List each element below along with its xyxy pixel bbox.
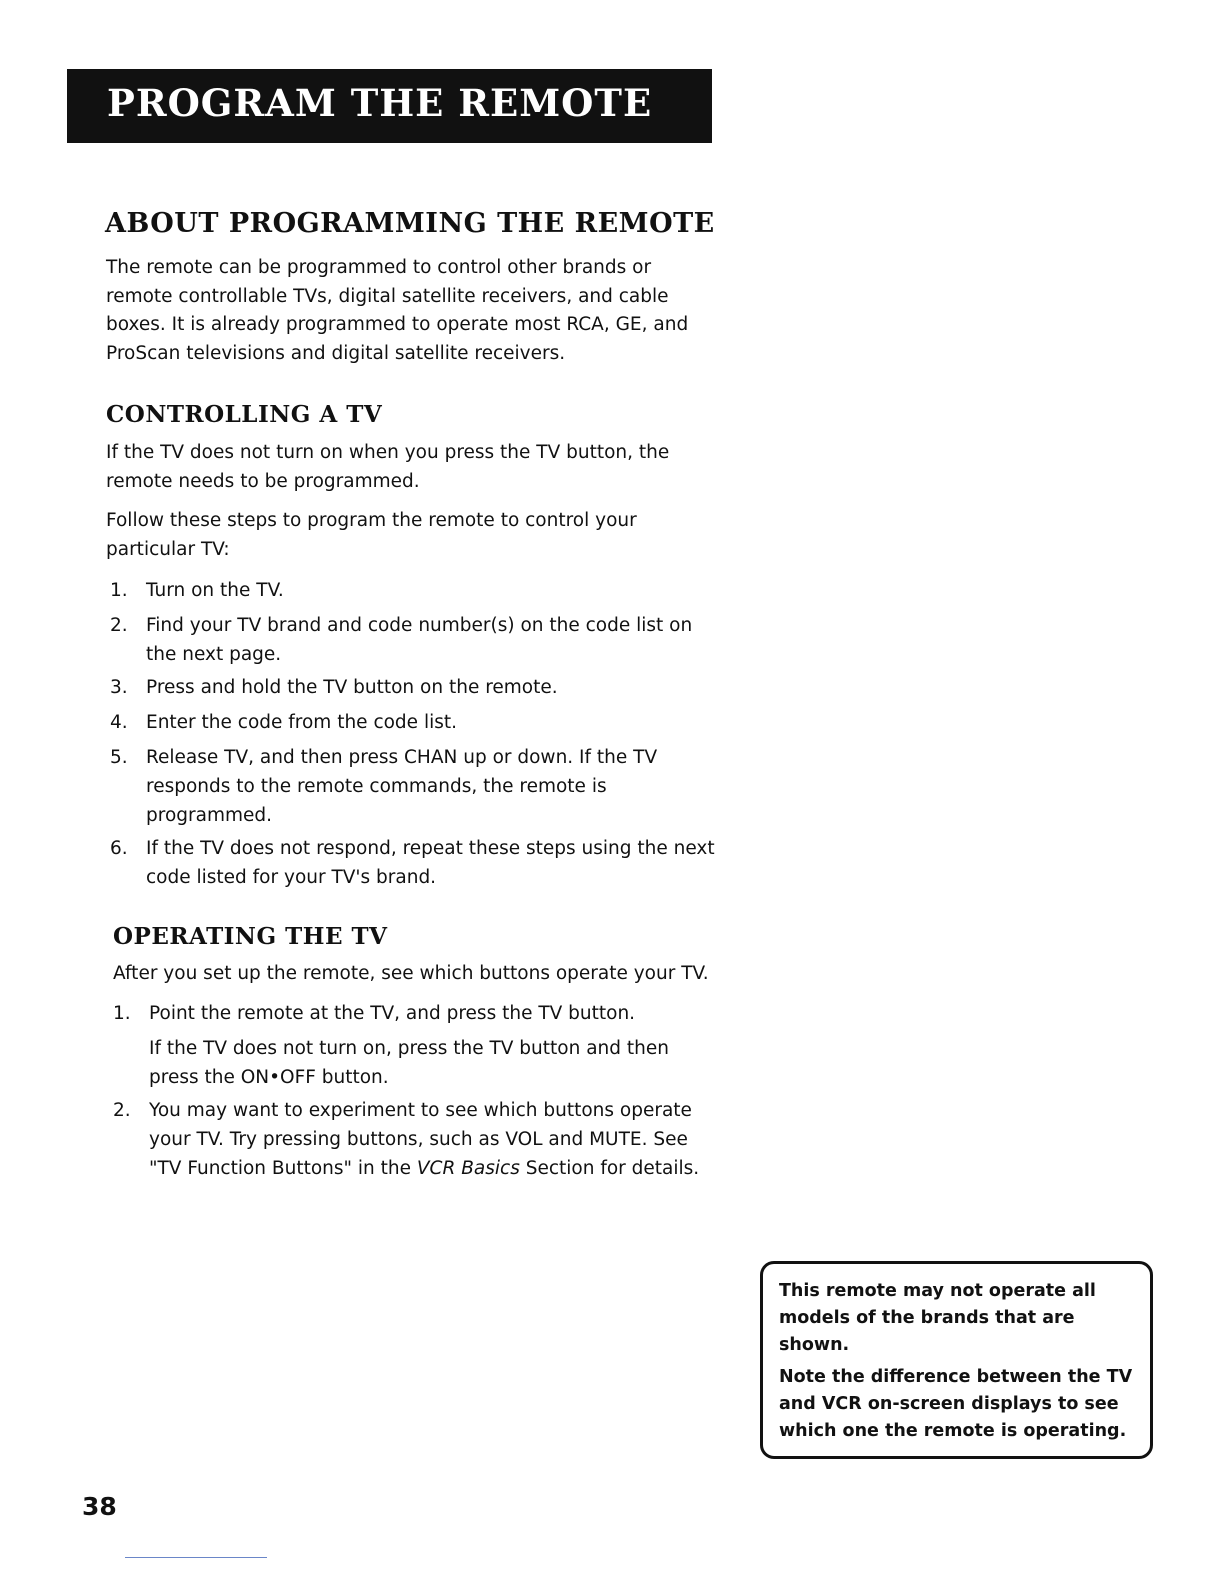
step-number: 3. [110,677,128,698]
controlling-para-2: Follow these steps to program the remote to control your particular TV: [106,510,637,560]
note-box [760,1261,1153,1459]
step-text: If the TV does not respond, repeat these steps using the next code listed for your TV's brand. [146,838,715,888]
step-number: 1. [110,580,128,601]
controlling-para-1: If the TV does not turn on when you press the TV button, the remote needs to be programmed. [106,442,670,492]
step-number: 6. [110,838,128,859]
list-item [110,743,691,830]
page-banner [67,69,712,143]
banner-title: PROGRAM THE REMOTE [107,81,653,125]
list-item [110,834,721,892]
step-text: Enter the code from the code list. [146,712,457,733]
step-number: 2. [113,1100,131,1121]
controlling-heading: CONTROLLING A TV [106,401,383,428]
step-number: 2. [110,615,128,636]
step-text-before: You may want to experiment to see which buttons operate your TV. Try pressing buttons, such as VOL and MUTE. See "TV Function Buttons" in the [149,1100,692,1179]
list-item [110,576,721,605]
about-heading: ABOUT PROGRAMMING THE REMOTE [105,208,715,239]
note-para-1: This remote may not operate all models of the brands that are shown. [779,1281,1096,1355]
step-subtext: If the TV does not turn on, press the TV button and then press the ON•OFF button. [149,1038,669,1088]
page-number: 38 [82,1492,117,1521]
step-text: Press and hold the TV button on the remote. [146,677,558,698]
step-text: Find your TV brand and code number(s) on the code list on the next page. [146,615,693,665]
list-item [113,999,724,1028]
step-text: Release TV, and then press CHAN up or down. If the TV responds to the remote commands, the remote is programmed. [146,747,658,826]
step-text: Turn on the TV. [146,580,284,601]
operating-heading: OPERATING THE TV [113,923,388,950]
note-para-2: Note the difference between the TV and VCR on-screen displays to see which one the remote is operating. [779,1367,1133,1441]
step-number: 5. [110,747,128,768]
about-text: The remote can be programmed to control other brands or remote controllable TVs, digital satellite receivers, and cable boxes. It is already programmed to operate most RCA, GE, and ProScan televisions and digital satellite receivers. [106,257,689,364]
step-text-after: Section for details. [519,1158,700,1179]
step-number: 4. [110,712,128,733]
list-item [110,673,721,702]
list-item [110,611,721,669]
list-item [110,708,721,737]
list-item [113,1096,709,1183]
step-number: 1. [113,1003,131,1024]
vcr-basics-reference: VCR Basics [416,1158,520,1179]
operating-intro: After you set up the remote, see which buttons operate your TV. [113,963,709,984]
footer-rule [125,1557,267,1558]
step-text: Point the remote at the TV, and press the TV button. [149,1003,636,1024]
